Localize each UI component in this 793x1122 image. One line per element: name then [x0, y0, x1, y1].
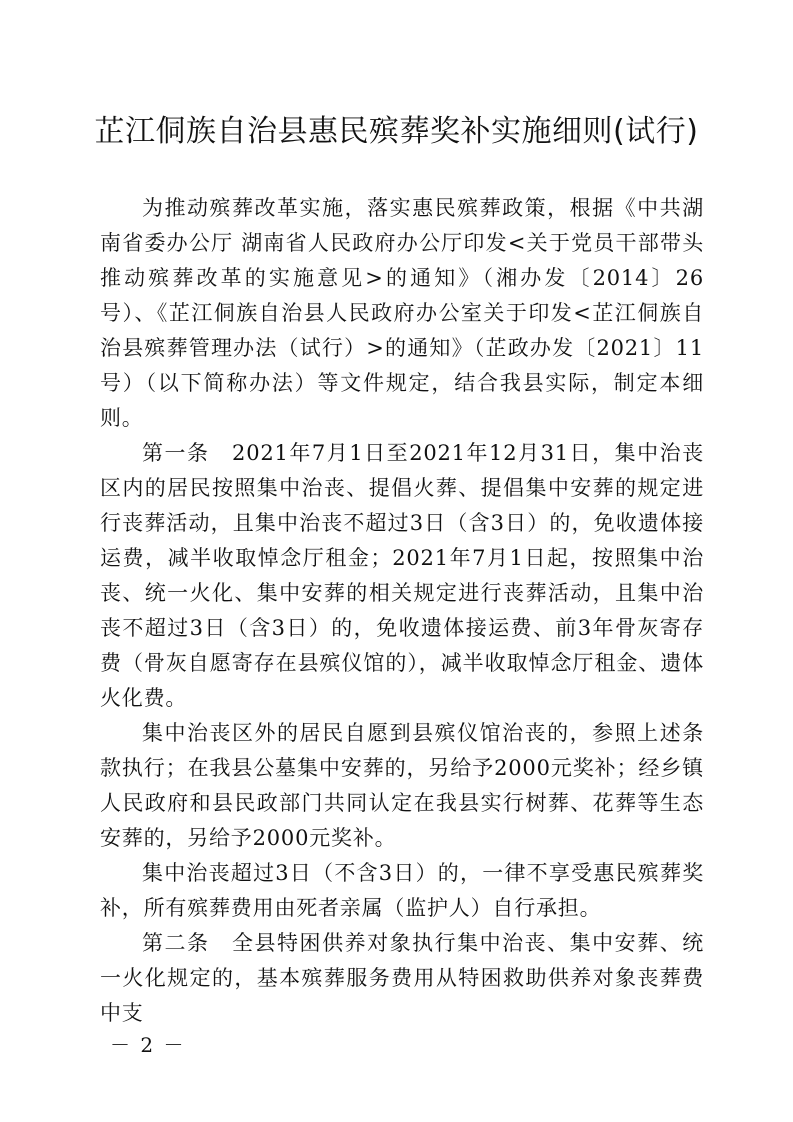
document-title: 芷江侗族自治县惠民殡葬奖补实施细则(试行) — [94, 114, 699, 149]
paragraph-article-2: 第二条 全县特困供养对象执行集中治丧、集中安葬、统一火化规定的，基本殡葬服务费用从特困救助供养对象丧葬费中支 — [100, 931, 704, 1025]
paragraph-outside-area: 集中治丧区外的居民自愿到县殡仪馆治丧的，参照上述条款执行；在我县公墓集中安葬的，另给予2000元奖补；经乡镇人民政府和县民政部门共同认定在我县实行树葬、花葬等生态安葬的，另给予2000元奖补。 — [100, 721, 704, 850]
paragraph-over-three-days: 集中治丧超过3日（不含3日）的，一律不享受惠民殡葬奖补，所有殡葬费用由死者亲属（监护人）自行承担。 — [100, 861, 704, 920]
paragraph-article-1: 第一条 2021年7月1日至2021年12月31日，集中治丧区内的居民按照集中治丧、提倡火葬、提倡集中安葬的规定进行丧葬活动，且集中治丧不超过3日（含3日）的，免收遗体接运费，减半收取悼念厅租金；2021年7月1日起，按照集中治丧、统一火化、集中安葬的相关规定进行丧葬活动，且集中治丧不超过3日（含3日）的，免收遗体接运费、前3年骨灰寄存费（骨灰自愿寄存在县殡仪馆的），减半收取悼念厅租金、遗体火化费。 — [100, 441, 704, 710]
page-number: － 2 － — [110, 1033, 186, 1057]
document-body — [100, 191, 704, 1031]
paragraph-preamble: 为推动殡葬改革实施，落实惠民殡葬政策，根据《中共湖南省委办公厅 湖南省人民政府办公厅印发<关于党员干部带头推动殡葬改革的实施意见>的通知》（湘办发〔2014〕26号）、《芷江侗族自治县人民政府办公室关于印发<芷江侗族自治县殡葬管理办法（试行）>的通知》（芷政办发〔2021〕11号）（以下简称办法）等文件规定，结合我县实际，制定本细则。 — [100, 196, 704, 430]
